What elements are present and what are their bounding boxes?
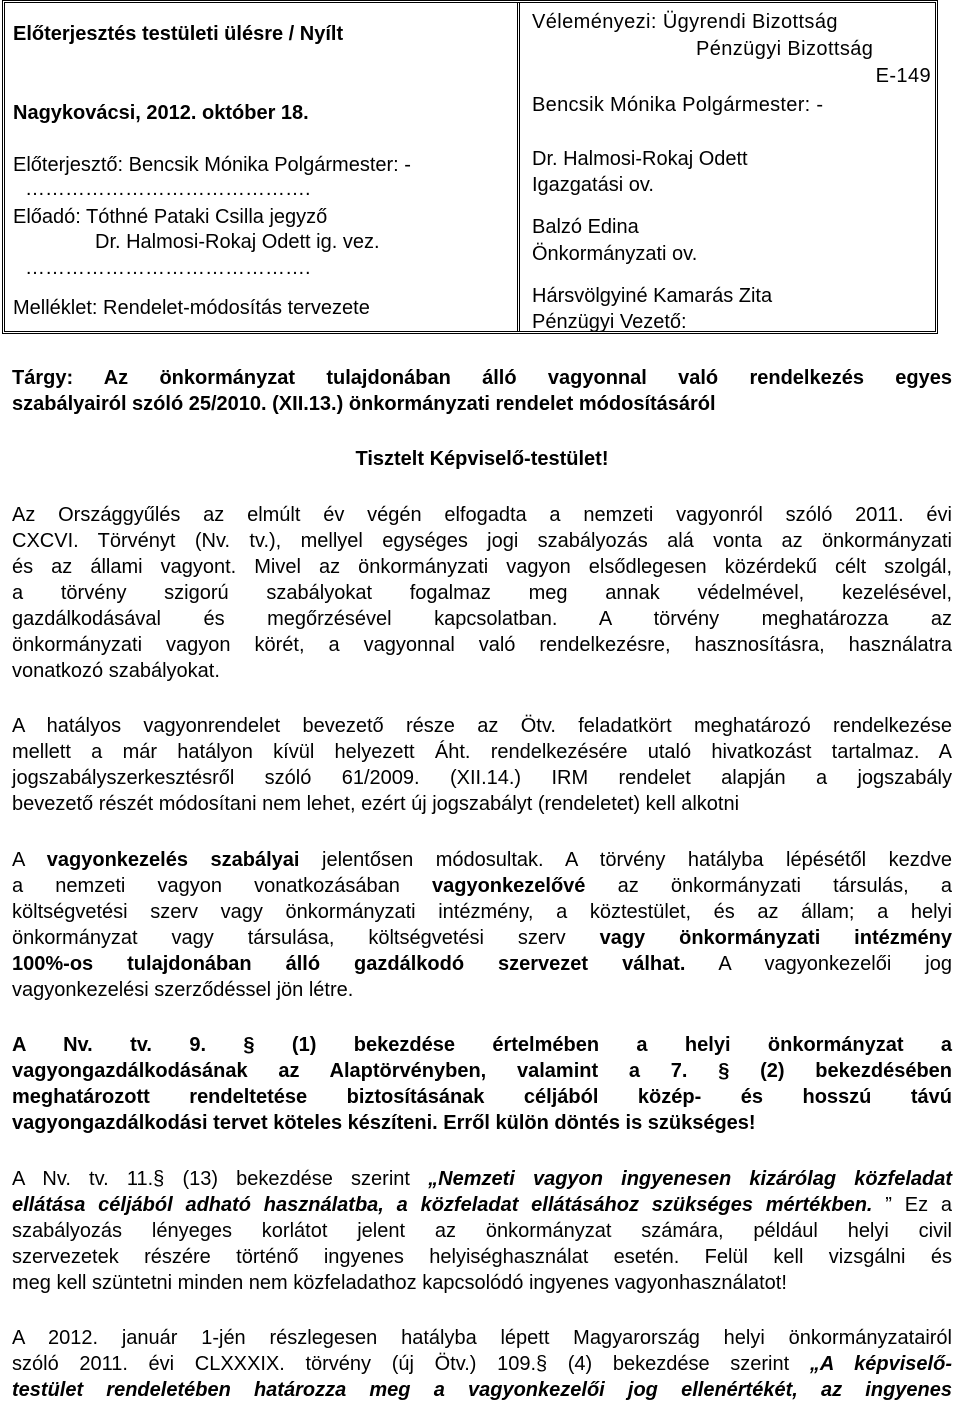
mayor-line: Bencsik Mónika Polgármester: - bbox=[532, 94, 824, 116]
p6-line: testület rendeletében határozza meg a vagyonkezelői jog ellenértékét, az ingyenes bbox=[12, 1379, 952, 1401]
p3-text: a nemzeti vagyon vonatkozásában bbox=[12, 875, 432, 897]
p3-text: A bbox=[12, 849, 47, 871]
p3-text: önkormányzat vagy társulása, költségvetési szerv bbox=[12, 927, 600, 949]
p3-line bbox=[12, 874, 952, 900]
p1-line: CXCVI. Törvényt (Nv. tv.), mellyel egységes jogi szabályozás alá vonta az önkormányzati bbox=[12, 530, 952, 552]
p4-line: A Nv. tv. 9. § (1) bekezdése értelmében a helyi önkormányzat a bbox=[12, 1034, 952, 1056]
p5-text: A Nv. tv. 11.§ (13) bekezdése szerint bbox=[12, 1168, 429, 1190]
p5-text: ” Ez a bbox=[872, 1194, 953, 1216]
p6-line bbox=[12, 1352, 952, 1378]
header-table bbox=[2, 0, 938, 334]
p3-line bbox=[12, 952, 952, 978]
date-text: Nagykovácsi, 2012. október 18. bbox=[13, 102, 309, 124]
p3-bold: 100%-os tulajdonában álló gazdálkodó szervezet válhat. bbox=[12, 953, 686, 975]
p5-line bbox=[12, 1167, 952, 1193]
p2-line: A hatályos vagyonrendelet bevezető része az Ötv. feladatkört meghatározó rendelkezése bbox=[12, 715, 952, 737]
dots-line-2: ……………………………………. bbox=[25, 257, 311, 279]
p1-line: gazdálkodásával és megőrzésével kapcsolatban. A törvény meghatározza az bbox=[12, 608, 952, 630]
p3-line: vagyonkezelési szerződéssel jön létre. bbox=[12, 979, 354, 1001]
p4-line: vagyongazdálkodásának az Alaptörvényben, valamint a 7. § (2) bekezdésében bbox=[12, 1060, 952, 1082]
p5-line: meg kell szüntetni minden nem közfeladathoz kapcsolódó ingyenes vagyonhasználatot! bbox=[12, 1272, 787, 1294]
p5-line: szervezetek részére történő ingyenes helyiséghasználat esetén. Felül kell vizsgálni és bbox=[12, 1246, 952, 1268]
p1-line: a törvény szigorú szabályokat fogalmaz meg annak védelmével, kezelésével, bbox=[12, 582, 952, 604]
p4-line: vagyongazdálkodási tervet köteles készíteni. Erről külön döntés is szükséges! bbox=[12, 1112, 756, 1134]
p4-line: meghatározott rendeltetése biztosításának céljából közép- és hosszú távú bbox=[12, 1086, 952, 1108]
doc-title: Előterjesztés testületi ülésre / Nyílt bbox=[13, 23, 344, 45]
salutation: Tisztelt Képviselő-testület! bbox=[355, 448, 609, 470]
reviewer-harsvolgyine-role: Pénzügyi Vezető: bbox=[532, 311, 687, 333]
date-line bbox=[13, 101, 309, 125]
p5-quote: „Nemzeti vagyon ingyenesen kizárólag közfeladat bbox=[428, 1168, 952, 1190]
subject-line-2: szabályairól szóló 25/2010. (XII.13.) önkormányzati rendelet módosításáról bbox=[12, 393, 716, 415]
speaker-line: Előadó: Tóthné Pataki Csilla jegyző bbox=[13, 206, 328, 228]
reviewer-balzo: Balzó Edina bbox=[532, 216, 639, 238]
review-label: Véleményezi: Ügyrendi Bizottság bbox=[532, 11, 838, 33]
reviewer-harsvolgyine: Hársvölgyiné Kamarás Zita bbox=[532, 285, 773, 307]
attachment-line: Melléklet: Rendelet-módosítás tervezete bbox=[13, 297, 370, 319]
subject-line-1: Tárgy: Az önkormányzat tulajdonában álló vagyonnal való rendelkezés egyes bbox=[12, 367, 952, 389]
p2-line: mellett a már hatályon kívül helyezett Áht. rendelkezésére utaló hivatkozást tartalmaz. A bbox=[12, 741, 952, 763]
p6-line: A 2012. január 1-jén részlegesen hatályba lépett Magyarország helyi önkormányzatairól bbox=[12, 1327, 952, 1349]
p5-line: szabályozás lényeges korlátot jelent az önkormányzat számára, például helyi civil bbox=[12, 1220, 952, 1242]
reviewer-balzo-dept: Önkormányzati ov. bbox=[532, 243, 698, 265]
speaker-line-2: Dr. Halmosi-Rokaj Odett ig. vez. bbox=[95, 231, 380, 253]
p1-line: és az állami vagyont. Mivel az önkormányzati vagyon elsődlegesen közérdekű célt szolgál, bbox=[12, 556, 952, 578]
p3-line bbox=[12, 926, 952, 952]
p2-line: jogszabályszerkesztésről szóló 61/2009. (XII.14.) IRM rendelet alapján a jogszabály bbox=[12, 767, 952, 789]
p3-text: A vagyonkezelői jog bbox=[685, 953, 952, 975]
review-finance: Pénzügyi Bizottság bbox=[696, 38, 874, 60]
p1-line: Az Országgyűlés az elmúlt év végén elfogadta a nemzeti vagyonról szóló 2011. évi bbox=[12, 504, 952, 526]
header-right-cell bbox=[520, 3, 935, 331]
reviewer-halmosi: Dr. Halmosi-Rokaj Odett bbox=[532, 148, 748, 170]
presenter-line: Előterjesztő: Bencsik Mónika Polgármester: - bbox=[13, 154, 411, 176]
p5-line bbox=[12, 1193, 952, 1219]
dots-line-1: ……………………………………. bbox=[25, 178, 311, 200]
p3-bold: vagy önkormányzati intézmény bbox=[599, 927, 952, 949]
p1-line: vonatkozó szabályokat. bbox=[12, 660, 220, 682]
p3-text: az önkormányzati társulás, a bbox=[585, 875, 952, 897]
p3-line bbox=[12, 848, 952, 874]
p3-line: költségvetési szerv vagy önkormányzati intézmény, a köztestület, és az állam; a helyi bbox=[12, 901, 952, 923]
header-left-cell bbox=[5, 3, 520, 331]
p3-text: jelentősen módosultak. A törvény hatályba lépésétől kezdve bbox=[299, 849, 953, 871]
p3-bold: vagyonkezelés szabályai bbox=[46, 849, 300, 871]
p3-bold: vagyonkezelővé bbox=[432, 875, 586, 897]
p2-line: bevezető részét módosítani nem lehet, ezért új jogszabályt (rendeletet) kell alkotni bbox=[12, 793, 740, 815]
p5-quote: ellátása céljából adható használatba, a közfeladat ellátásához szükséges mértékben. bbox=[12, 1194, 873, 1216]
reviewer-halmosi-dept: Igazgatási ov. bbox=[532, 174, 654, 196]
p6-quote: „A képviselő- bbox=[809, 1353, 952, 1375]
code-number: E-149 bbox=[875, 65, 931, 87]
p1-line: önkormányzati vagyon körét, a vagyonnal való rendelkezésre, hasznosításra, használatra bbox=[12, 634, 952, 656]
p6-text: szóló 2011. évi CLXXXIX. törvény (új Ötv.) 109.§ (4) bekezdése szerint bbox=[12, 1353, 810, 1375]
